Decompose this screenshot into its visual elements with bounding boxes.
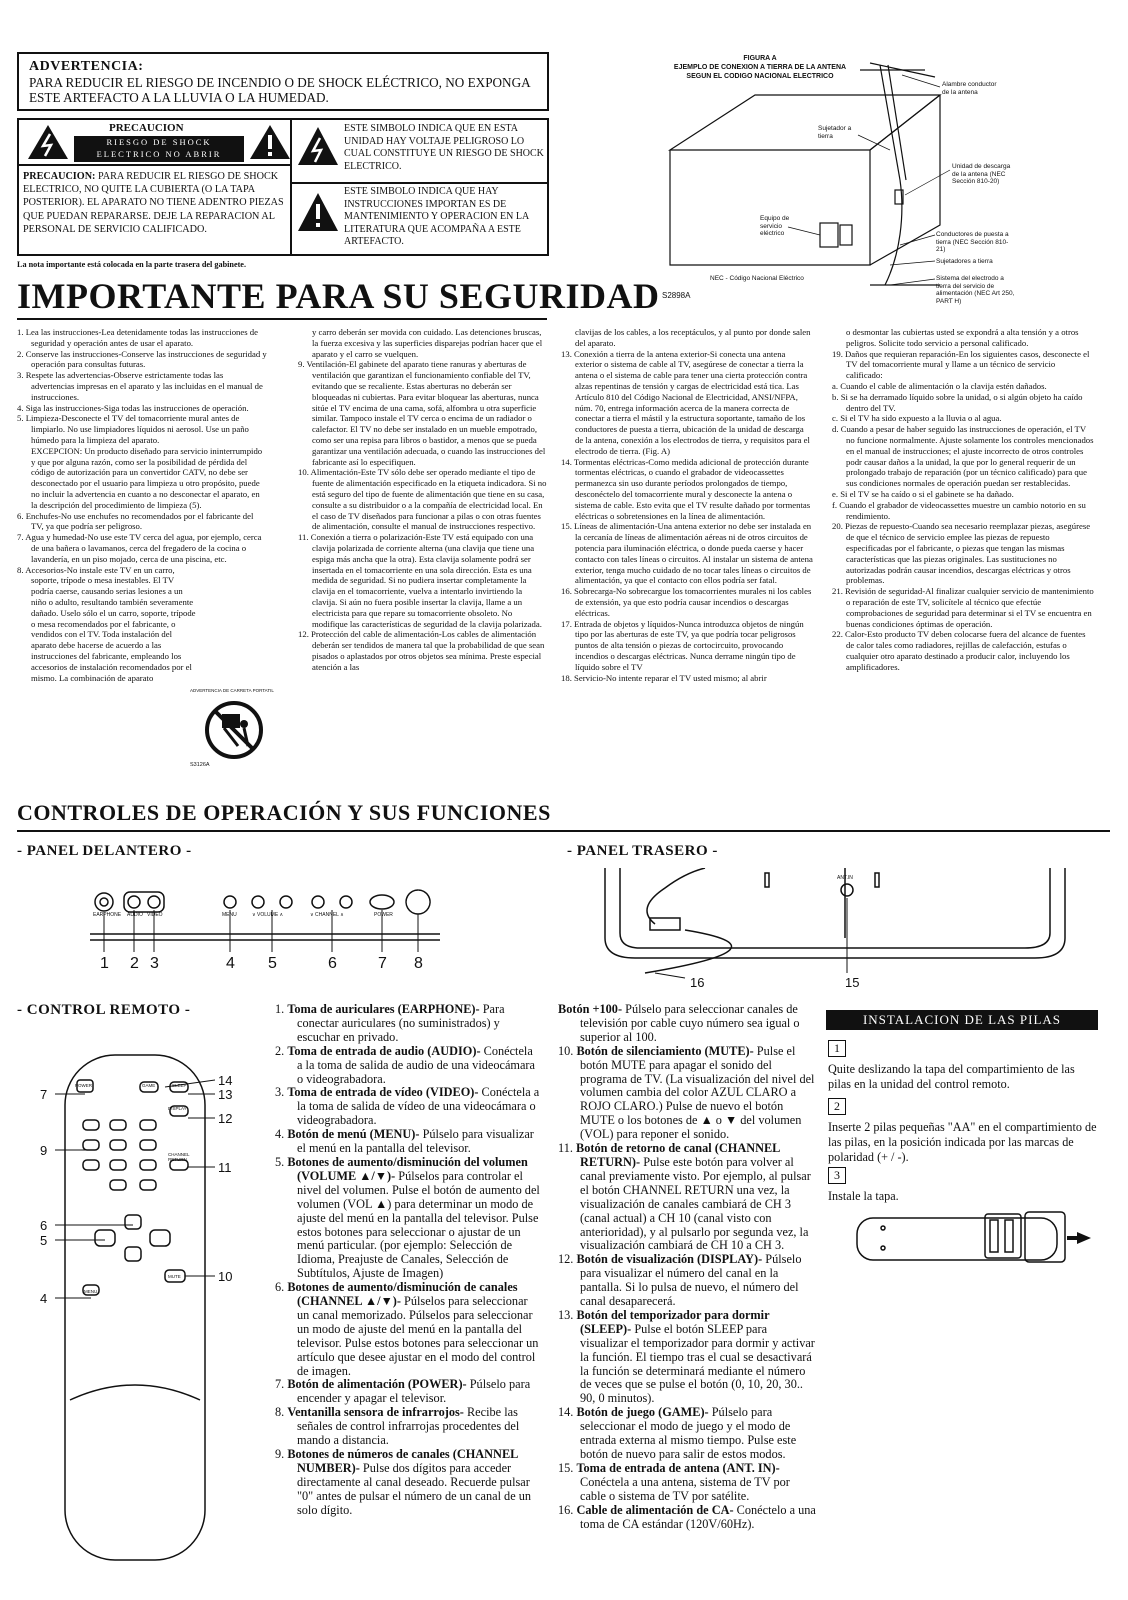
front-label-volume: ∨ VOLUME ∧ — [252, 912, 284, 918]
remote-key-mute: MUTE — [168, 1274, 181, 1279]
label-ground-clamps: Sujetadores a tierra — [936, 258, 993, 265]
safety-column-2 — [298, 327, 548, 673]
control-item: 3. Toma de entrada de vídeo (VIDEO)- Conéctela a la toma de salida de vídeo de una videocámara o videograbadora. — [275, 1085, 540, 1128]
caution-box — [17, 118, 292, 256]
remote-number: 11 — [218, 1160, 232, 1175]
front-number: 4 — [226, 955, 235, 972]
safety-subitem: e. Si el TV se ha caído o si el gabinete se ha dañado. — [832, 488, 1014, 499]
front-number: 5 — [268, 955, 277, 972]
rear-panel-heading: - PANEL TRASERO - — [567, 843, 718, 859]
cart-warning-code: S3126A — [190, 762, 210, 768]
safety-item: 14. Tormentas eléctricas-Como medida adicional de protección durante tormentas eléctricas, o cuando el grabador de videocassettes permanezca sin uso durante períodos prolongados de tiempo, desconéctelo del tomacorriente mural y desconecte la antena o sistema de cable. Esto evita que el TV resulte dañado por tormentas eléctricas o sobretensiones en la línea de alimentación. — [561, 456, 811, 521]
front-number: 1 — [100, 955, 109, 972]
lightning-symbol-icon — [297, 126, 339, 166]
battery-step-2: 2 — [828, 1098, 846, 1115]
safety-item: 8. Accesorios-No instale este TV en un carro, soporte, trípode o mesa inestables. El TV podría caerse, causando serias lesiones a un niño o adulto, resultando también severamente dañado. Uselo sólo el un carro, soporte, trípode o mesa recomendados por el fabricante, o vendidos con el TV. Toda instalación del aparato debe hacerse de acuerdo a las instrucciones del fabricante, empleando los accesorios de instalación recomendados por el mismo. La combinación de aparato — [17, 564, 196, 683]
warning-title: ADVERTENCIA: — [29, 59, 144, 74]
safety-item: 9. Ventilación-El gabinete del aparato tiene ranuras y aberturas de ventilación que garantizan el funcionamiento confiable del TV, evitando que se recaliente. Estas aberturas no deberán ser bloqueadas ni cubiertas. Para evitar bloquear las aberturas, nunca sitúe el TV encima de una cama, sofá, alfombra u otra superficie similar. Tampoco instale el TV cerca o encima de un radiador o calefactor. El TV no debe ser instalado en un mueble empotrado, como ser una repisa para libros o bastidor, a menos que se pueda garantizar una ventilación adecuada, o cuando las instrucciones del fabricante así lo especifiquen. — [298, 359, 546, 467]
control-item: 6. Botones de aumento/disminución de canales (CHANNEL ▲/▼)- Púlselos para seleccionar un canal memorizado. Púlselos para seleccionar un modo de ajuste del menú en la pantalla del televisor. Pulse estos botones para seleccionar un artículo que desee ajustar en el modo del control de imagen. — [275, 1280, 539, 1378]
front-number: 6 — [328, 955, 337, 972]
safety-item: 16. Sobrecarga-No sobrecargue los tomacorrientes murales ni los cables de extensión, ya que esto podría causar incendios o descargas eléctricas. — [561, 586, 812, 618]
caution-banner — [74, 136, 244, 162]
control-item: 9. Botones de números de canales (CHANNEL NUMBER)- Pulse dos dígitos para acceder directamente al canal deseado. Recuerde pulsar "0" antes de pulsar el número de un canal de un solo dígito. — [275, 1447, 532, 1517]
safety-subitem: b. Si se ha derramado líquido sobre la unidad, o si algún objeto ha caído dentro del TV. — [832, 391, 1083, 413]
symbol-1-text: ESTE SIMBOLO INDICA QUE EN ESTA UNIDAD HAY VOLTAJE PELIGROSO LO CUAL CONSTITUYE UN RIESGO DE SHOCK ELECTRICO. — [344, 123, 544, 172]
safety-column-4 — [832, 327, 1094, 673]
figure-code: S2898A — [662, 291, 691, 300]
safety-item: 3. Respete las advertencias-Observe estrictamente todas las advertencias impresas en el aparato y las incluidas en el manual de instrucciones. — [17, 370, 263, 402]
front-number: 8 — [414, 955, 423, 972]
warning-text: PARA REDUCIR EL RIESGO DE INCENDIO O DE SHOCK ELÉCTRICO, NO EXPONGA ESTE ARTEFACTO A LA LLUVIA O LA HUMEDAD. — [29, 75, 530, 105]
safety-item: 7. Agua y humedad-No use este TV cerca del agua, por ejemplo, cerca de una bañera o lavamanos, cerca del fregadero de la cocina o lavandería, en un piso mojado, cerca de una piscina, etc. — [17, 532, 262, 564]
safety-item: o desmontar las cubiertas usted se expondrá a alta tensión y a otros peligros. Solicite todo servicio a personal calificado. — [846, 327, 1079, 348]
safety-item: 1. Lea las instrucciones-Lea detenidamente todas las instrucciones de seguridad y operación antes de usar el aparato. — [17, 327, 258, 348]
safety-column-1 — [17, 327, 267, 683]
safety-column-3 — [561, 327, 813, 683]
rear-number-16: 16 — [690, 975, 705, 990]
label-lead-wire: Alambre conductor de la antena — [942, 81, 997, 96]
remote-number: 12 — [218, 1111, 233, 1126]
label-service-equipment: Equipo de servicio eléctrico — [760, 215, 790, 237]
safety-item: 13. Conexión a tierra de la antena exterior-Si conecta una antena exterior o sistema de cable al TV, asegúrese de conectar a tierra la antena o el sistema de cable para tener una cierta protección contra alzas repentinas de tensión y cargas de electricidad está tica. Las Artículo 810 del Código Nacional de Electricidad, ANSI/NFPA, núm. 70, entrega información acerca de la manera correcta de conectar a tierra el mástil y la estructura soportante, tamaño de los conductores de puesta a tierra, ubicación de la unidad de descarga de la antena, conexión a los electrodos de tierra, y requisitos para el electrodo de tierra. (Fig. A) — [561, 348, 810, 456]
remote-key-display: DISPLAY — [168, 1106, 187, 1111]
remote-key-sleep: SLEEP — [172, 1083, 187, 1088]
figure-a-subtitle-2: SEGUN EL CODIGO NACIONAL ELECTRICO — [686, 73, 834, 80]
control-item: Botón +100- Púlselo para seleccionar canales de televisión por cable cuyo número sea igual o superior al 100. — [558, 1002, 800, 1044]
important-note: La nota importante está colocada en la parte trasera del gabinete. — [17, 260, 246, 269]
safety-item: 11. Conexión a tierra o polarización-Este TV está equipado con una clavija polarizada de corriente alterna (una clavija que tiene una espiga más ancha que la otra). Esta clavija solamente podrá ser insertada en el tomacorriente en una sola dirección. Esta es una medida de seguridad. Si no pudiera insertar completamente la clavija en el tomacorriente, vuelva a intentarlo invirtiendo la clavija. Si aún no fuera posible insertar la clavija, llame a un electricista para que repare su tomacorriente obsoleto. No modifique las características de seguridad de la clavija polarizada. — [298, 532, 542, 629]
safety-subitem: f. Cuando el grabador de videocassettes muestre un cambio notorio en su rendimiento. — [832, 499, 1086, 521]
battery-step-1: 1 — [828, 1040, 846, 1057]
warning-box — [17, 52, 549, 111]
safety-item: 21. Revisión de seguridad-Al finalizar cualquier servicio de mantenimiento o reparación de este TV, solicítele al técnico que efectúe comprobaciones de seguridad para determinar si el TV se encuentra en buenas condiciones óptimas de operación. — [832, 586, 1094, 629]
label-nec: NEC - Código Nacional Eléctrico — [710, 275, 804, 282]
control-item: 8. Ventanilla sensora de infrarrojos- Recibe las señales de control infrarrojas procedentes del mando a distancia. — [275, 1405, 520, 1448]
caution-label: PRECAUCION — [109, 122, 184, 134]
remote-number: 10 — [218, 1269, 233, 1284]
controls-title-rule — [17, 830, 1110, 832]
symbols-box — [290, 118, 549, 256]
caution-divider — [19, 164, 290, 166]
safety-item: 2. Conserve las instrucciones-Conserve las instrucciones de seguridad y operación para consultas futuras. — [17, 348, 267, 370]
figure-a — [600, 55, 1015, 310]
front-label-power: POWER — [374, 912, 393, 918]
remote-number: 4 — [40, 1291, 48, 1306]
control-item: 15. Toma de entrada de antena (ANT. IN)- Conéctela a una antena, sistema de TV por cable o sistema de TV por satélite. — [558, 1460, 790, 1503]
caution-text-body: PARA REDUCIR EL RIESGO DE SHOCK ELECTRICO, NO QUITE LA CUBIERTA (O LA TAPA POSTERIOR). EL APARATO NO TIENE ADENTRO PIEZAS QUE PUEDAN REPARARSE. DEJE LA REPARACION AL PERSONAL DE SERVICIO CALIFICADO. — [23, 171, 284, 235]
remote-number: 13 — [218, 1087, 233, 1102]
battery-text-3: Instale la tapa. — [828, 1189, 899, 1203]
caution-text-bold: PRECAUCION: — [23, 171, 96, 182]
front-number: 3 — [150, 955, 159, 972]
battery-compartment-illustration — [855, 1210, 1095, 1265]
safety-item: 15. Líneas de alimentación-Una antena exterior no debe ser instalada en la cercanía de líneas de alimentación aéreas ni de otros circuitos de potencia para iluminación eléctrica, o donde pueda caerse y hacer contacto con tales líneas o circuitos. Al instalar un sistema de antena exterior, tenga mucho cuidado de no tocar tales líneas o circuitos de alimentación, ya que el contacto con ellos podría ser fatal. — [561, 521, 813, 586]
safety-item: 5. Limpieza-Desconecte el TV del tomacorriente mural antes de limpiarlo. No use limpiadores líquidos ni aerosol. Use un paño húmedo para la limpieza del aparato. — [17, 413, 249, 445]
control-item: 1. Toma de auriculares (EARPHONE)- Para conectar auriculares (no suministrados) y escuchar en privado. — [275, 1002, 505, 1044]
remote-number: 7 — [40, 1087, 48, 1102]
control-item: 7. Botón de alimentación (POWER)- Púlselo para encender y apagar el televisor. — [275, 1377, 531, 1406]
remote-heading: - CONTROL REMOTO - — [17, 1002, 191, 1018]
front-label-earphone: EARPHONE — [93, 912, 122, 918]
front-label-channel: ∨ CHANNEL ∧ — [310, 912, 344, 918]
label-discharge-unit: Unidad de descarga de la antena (NEC Sección 810-20) — [952, 163, 1011, 185]
figure-a-title: FIGURA A — [743, 55, 777, 62]
cart-warning-label: ADVERTENCIA DE CARRETA PORTATIL — [190, 688, 274, 693]
front-number: 2 — [130, 955, 139, 972]
front-panel-heading: - PANEL DELANTERO - — [17, 843, 192, 859]
remote-control-diagram — [55, 1050, 215, 1570]
symbols-divider — [292, 182, 547, 184]
battery-step-3: 3 — [828, 1167, 846, 1184]
safety-item: 12. Protección del cable de alimentación-Los cables de alimentación deberán ser tendidos de manera tal que la probabilidad de que sean pisados o aplastados por otros objetos sea mínima. Preste especial atención a las — [298, 629, 545, 672]
battery-title-bar — [826, 1010, 1098, 1030]
label-ground-clamp: Sujetador a tierra — [818, 125, 852, 140]
safety-item: 10. Alimentación-Este TV sólo debe ser operado mediante el tipo de fuente de alimentación especificado en la etiqueta indicadora. Si no está seguro del tipo de fuente de alimentación que tiene en su casa, consulte a su distribuidor o a la compañía de electricidad local. En el caso de TV diseñados para funcionar a pilas o con otras fuentes de alimentación, consulte el manual de instrucciones respectivo. — [298, 467, 547, 532]
rear-label-ant-in: ANT.IN — [837, 875, 853, 881]
safety-item: 17. Entrada de objetos y líquidos-Nunca introduzca objetos de ningún tipo por las aberturas de este TV, ya que podría tocar peligrosos puntos de alta tensión o piezas de cortocircuito, provocando incendios o descargas eléctricas. Nunca derrame ningún tipo de líquido sobre el TV — [561, 618, 804, 672]
remote-key-power: POWER — [75, 1083, 93, 1088]
safety-item: 20. Piezas de repuesto-Cuando sea necesario reemplazar piezas, asegúrese de que el técnico de servicio emplee las piezas de repuesto especificadas por el fabricante, o piezas que tengan las mismas características que las piezas originales. Las sustituciones no autorizadas podrán causar incendios, descargas eléctricas y otros problemas. — [832, 521, 1091, 586]
lightning-warning-icon — [27, 124, 69, 160]
caution-banner-line-1: RIESGO DE SHOCK — [106, 137, 212, 147]
caution-banner-line-2: ELECTRICO NO ABRIR — [96, 149, 222, 159]
controls-list-a — [275, 1003, 540, 1518]
remote-key-ch-return: CHANNEL RETURN — [168, 1152, 190, 1162]
figure-a-subtitle-1: EJEMPLO DE CONEXION A TIERRA DE LA ANTENA — [673, 64, 847, 71]
caution-text — [23, 170, 288, 236]
front-label-video: VIDEO — [147, 912, 163, 918]
front-label-menu: MENU — [222, 912, 237, 918]
control-item: 11. Botón de retorno de canal (CHANNEL RETURN)- Pulse este botón para volver al canal previamente visto. Por ejemplo, al pulsar el botón CHANNEL RETURN una vez, la visualización de canales cambiará de CH 3 (canal actual) a CH 10 (canal visto con anterioridad), y al pulsarlo por segunda vez, la visualización cambiará de CH 10 a CH 3. — [558, 1141, 811, 1253]
remote-number: 5 — [40, 1233, 48, 1248]
battery-title: INSTALACION DE LAS PILAS — [862, 1012, 1062, 1027]
controls-list-b — [558, 1003, 816, 1531]
safety-item: 18. Servicio-No intente reparar el TV usted mismo; al abrir — [561, 672, 767, 683]
label-electrode-system: Sistema del electrodo a tierra del servicio de alimentación (NEC Art 250, PART H) — [936, 275, 1015, 305]
cart-warning-icon — [204, 700, 264, 760]
safety-item: 22. Calor-Esto producto TV deben colocarse fuera del alcance de fuentes de calor tales como radiadores, rejillas de calefacción, estufas o cualquier otro aparato destinado a producir calor, incluyendo los amplificadores. — [832, 629, 1086, 672]
control-item: 13. Botón del temporizador para dormir (SLEEP)- Pulse el botón SLEEP para visualizar el temporizador para dormir y activar la función. El tiempo tras el cual se desactivará la función se determinará mediante el número de veces que se pulse el botón (0, 10, 20, 30.. 90, 0 minutos). — [558, 1307, 815, 1406]
control-item: 5. Botones de aumento/disminución del volumen (VOLUME ▲/▼)- Púlselos para controlar el nivel del volumen. Pulse el botón de aumento del volumen (VOL ▲) para determinar un modo de ajuste del menú en la pantalla del televisor. Pulse estos botones para seleccionar o ajustar de un menú particular. (por ejemplo: Selección de Idioma, Preajuste de Canales, Selección de Subtítulos, Ajuste de Imagen) — [275, 1154, 540, 1281]
safety-subitem: c. Si el TV ha sido expuesto a la lluvia o al agua. — [832, 413, 1002, 424]
control-item: 12. Botón de visualización (DISPLAY)- Púlselo para visualizar el número del canal en la pantalla. Si lo pulsa de nuevo, el número del canal desaparecerá. — [558, 1252, 802, 1309]
controls-title: CONTROLES DE OPERACIÓN Y SUS FUNCIONES — [17, 800, 551, 825]
remote-key-menu: MENU — [84, 1289, 98, 1294]
safety-item: 6. Enchufes-No use enchufes no recomendados por el fabricante del TV, ya que podría ser peligroso. — [17, 510, 254, 532]
control-item: 16. Cable de alimentación de CA- Conéctelo a una toma de CA estándar (120V/60Hz). — [558, 1502, 816, 1531]
front-number: 7 — [378, 955, 387, 972]
exclamation-warning-icon — [249, 124, 291, 160]
rear-number-15: 15 — [845, 975, 860, 990]
safety-item: clavijas de los cables, a los receptáculos, y al punto por donde salen del aparato. — [575, 327, 811, 348]
main-title: IMPORTANTE PARA SU SEGURIDAD — [17, 276, 660, 316]
safety-item: 19. Daños que requieran reparación-En los siguientes casos, desconecte el TV del tomacorriente mural y llame a un técnico de servicio calificado: — [832, 348, 1090, 381]
safety-item: y carro deberán ser movida con cuidado. Las detenciones bruscas, la fuerza excesiva y las superficies disparejas podrían hacer que el aparato y el carro se vuelquen. — [312, 327, 543, 359]
safety-subitem: d. Cuando a pesar de haber seguido las instrucciones de operación, el TV no funcione normalmente. Ajuste solamente los controles mencionados en el manual de instrucciones; el ajuste incorrecto de otros controles podr causar daños a la unidad, la que por lo general requerir de un prolongado trabajo de reparación (por un técnico calificado) para que sus condiciones normales de operación puedan ser restablecidas. — [832, 424, 1094, 489]
safety-exception: EXCEPCION: Un producto diseñado para servicio ininterrumpido y que por alguna razón, como ser la posibilidad de pérdida del código de autorización para un convertidor CATV, no debe ser desconectado por el usuario para limpieza u otro propósito, puede no incluir la advertencia en cuanto a no desconectar el aparato, en la descripción del procedimiento de limpieza (5). — [31, 445, 263, 510]
safety-item: 4. Siga las instrucciones-Siga todas las instrucciones de operación. — [17, 402, 249, 413]
remote-number: 9 — [40, 1143, 48, 1158]
control-item: 10. Botón de silenciamiento (MUTE)- Pulse el botón MUTE para apagar el sonido del programa de TV. (La visualización del nivel del volumen cambia del color AZUL CLARO a ROJO CLARO.) Pulse de nuevo el botón MUTE o los botones de ▲ o ▼ del volumen (VOL) para reponer el sonido. — [558, 1043, 815, 1142]
control-item: 4. Botón de menú (MENU)- Púlselo para visualizar el menú en la pantalla del televisor. — [275, 1127, 534, 1156]
control-item: 2. Toma de entrada de audio (AUDIO)- Conéctela a la toma de salida de audio de una videocámara o videograbadora. — [275, 1043, 535, 1086]
battery-text-1: Quite deslizando la tapa del compartimiento de las pilas en la unidad del control remoto. — [828, 1062, 1075, 1091]
remote-number: 14 — [218, 1073, 233, 1088]
exclamation-symbol-icon — [297, 192, 339, 232]
main-title-rule — [17, 318, 547, 320]
battery-text-2: Inserte 2 pilas pequeñas "AA" en el compartimiento de las pilas, en la posición indicada por las marcas de polaridad (+ / -). — [828, 1120, 1097, 1164]
label-grounding-conductors: Conductores de puesta a tierra (NEC Sección 810-21) — [936, 231, 1009, 253]
remote-number: 6 — [40, 1218, 48, 1233]
front-label-audio: AUDIO — [127, 912, 143, 918]
remote-key-game: GAME — [142, 1083, 156, 1088]
control-item: 14. Botón de juego (GAME)- Púlselo para seleccionar el modo de juego y el modo de entrada externa al mismo tiempo. Pulse este botón de nuevo para salir de estos modos. — [558, 1405, 797, 1461]
safety-subitem: a. Cuando el cable de alimentación o la clavija estén dañados. — [832, 380, 1047, 391]
symbol-2-text: ESTE SIMBOLO INDICA QUE HAY INSTRUCCIONES IMPORTAN ES DE MANTENIMIENTO Y OPERACION EN LA LITERATURA QUE ACOMPAÑA A ESTE ARTEFACTO. — [344, 186, 529, 248]
rear-panel-diagram — [595, 868, 1075, 988]
